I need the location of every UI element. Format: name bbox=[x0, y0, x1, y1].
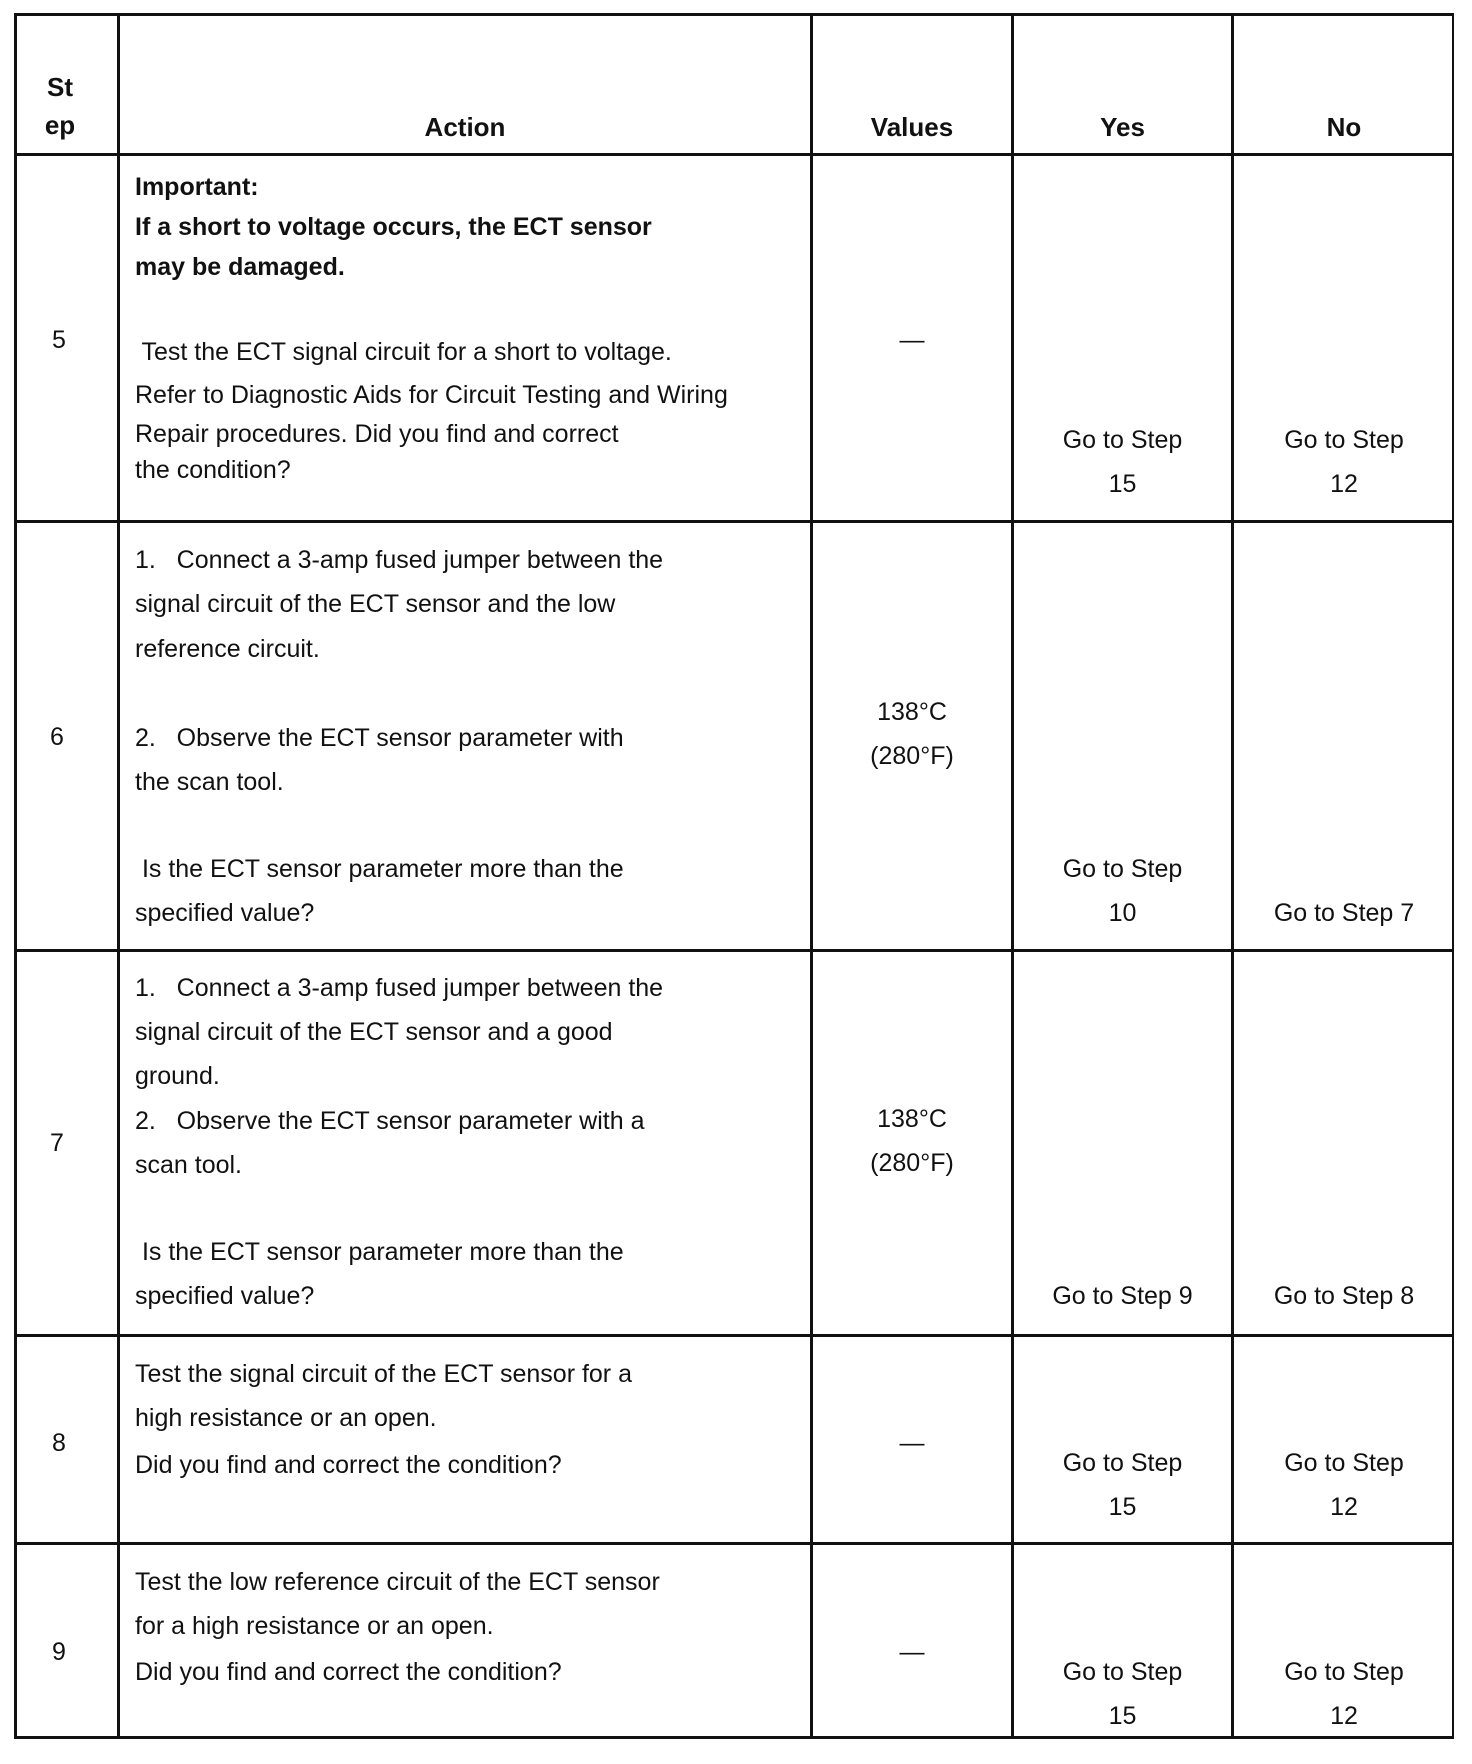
value-text: (280°F) bbox=[870, 1149, 954, 1177]
important-note: may be damaged. bbox=[135, 253, 345, 281]
action-text: the condition? bbox=[135, 456, 291, 484]
action-text: signal circuit of the ECT sensor and the low bbox=[135, 590, 616, 618]
action-text: ground. bbox=[135, 1062, 220, 1090]
row-divider bbox=[14, 153, 1454, 156]
action-text: 2. Observe the ECT sensor parameter with bbox=[135, 724, 624, 752]
header-action: Action bbox=[424, 112, 506, 142]
action-text: signal circuit of the ECT sensor and a good bbox=[135, 1018, 613, 1046]
value-text: 138°C bbox=[877, 1105, 947, 1133]
value-text: — bbox=[899, 326, 925, 354]
column-divider bbox=[810, 13, 813, 1739]
step-number: 9 bbox=[52, 1638, 66, 1666]
no-link: 12 bbox=[1330, 470, 1358, 498]
row-divider bbox=[14, 520, 1454, 523]
no-link: Go to Step 7 bbox=[1273, 899, 1415, 927]
header-values: Values bbox=[870, 112, 954, 142]
value-text: (280°F) bbox=[870, 742, 954, 770]
step-number: 7 bbox=[50, 1129, 64, 1157]
value-text: 138°C bbox=[877, 698, 947, 726]
action-text: 1. Connect a 3-amp fused jumper between the bbox=[135, 974, 664, 1002]
action-text: Is the ECT sensor parameter more than the bbox=[135, 1238, 624, 1266]
action-text: Is the ECT sensor parameter more than the bbox=[135, 855, 624, 883]
yes-link: Go to Step bbox=[1062, 1658, 1183, 1686]
header-step bbox=[30, 68, 90, 144]
step-number: 6 bbox=[50, 723, 64, 751]
action-text: specified value? bbox=[135, 1282, 315, 1310]
step-number: 5 bbox=[52, 326, 66, 354]
yes-link: 15 bbox=[1108, 1493, 1137, 1521]
important-label: Important: bbox=[135, 173, 259, 201]
action-text: Did you find and correct the condition? bbox=[135, 1658, 562, 1686]
no-link: 12 bbox=[1330, 1702, 1358, 1730]
yes-link: 10 bbox=[1108, 899, 1137, 927]
action-text: Refer to Diagnostic Aids for Circuit Testing and Wiring bbox=[135, 381, 728, 409]
action-text: scan tool. bbox=[135, 1151, 243, 1179]
row-divider bbox=[14, 949, 1454, 952]
no-link: 12 bbox=[1330, 1493, 1358, 1521]
value-text: — bbox=[899, 1429, 925, 1457]
action-text: high resistance or an open. bbox=[135, 1404, 437, 1432]
row-divider bbox=[14, 1542, 1454, 1545]
action-text: reference circuit. bbox=[135, 635, 320, 663]
yes-link: Go to Step bbox=[1062, 855, 1183, 883]
value-text: — bbox=[899, 1638, 925, 1666]
action-text: Test the signal circuit of the ECT sensor for a bbox=[135, 1360, 632, 1388]
no-link: Go to Step bbox=[1284, 1658, 1404, 1686]
important-note: If a short to voltage occurs, the ECT sensor bbox=[135, 213, 652, 241]
header-no: No bbox=[1326, 112, 1362, 142]
action-text: 2. Observe the ECT sensor parameter with a bbox=[135, 1107, 645, 1135]
header-step-line2: ep bbox=[44, 110, 76, 140]
yes-link: 15 bbox=[1108, 1702, 1137, 1730]
action-text: Repair procedures. Did you find and correct bbox=[135, 420, 619, 448]
action-text: Did you find and correct the condition? bbox=[135, 1451, 562, 1479]
no-link: Go to Step 8 bbox=[1273, 1282, 1415, 1310]
action-text: the scan tool. bbox=[135, 768, 284, 796]
yes-link: Go to Step bbox=[1062, 426, 1183, 454]
header-yes: Yes bbox=[1100, 112, 1145, 142]
yes-link: 15 bbox=[1108, 470, 1137, 498]
no-link: Go to Step bbox=[1284, 1449, 1404, 1477]
action-text: 1. Connect a 3-amp fused jumper between the bbox=[135, 546, 664, 574]
step-number: 8 bbox=[52, 1429, 66, 1457]
action-text: Test the ECT signal circuit for a short to voltage. bbox=[135, 338, 672, 366]
no-link: Go to Step bbox=[1284, 426, 1404, 454]
yes-link: Go to Step bbox=[1062, 1449, 1183, 1477]
action-text: Test the low reference circuit of the ECT sensor bbox=[135, 1568, 660, 1596]
action-text: specified value? bbox=[135, 899, 315, 927]
row-divider bbox=[14, 1334, 1454, 1337]
column-divider bbox=[117, 13, 120, 1739]
yes-link: Go to Step 9 bbox=[1052, 1282, 1193, 1310]
header-step-line1: St bbox=[47, 72, 73, 102]
action-text: for a high resistance or an open. bbox=[135, 1612, 494, 1640]
